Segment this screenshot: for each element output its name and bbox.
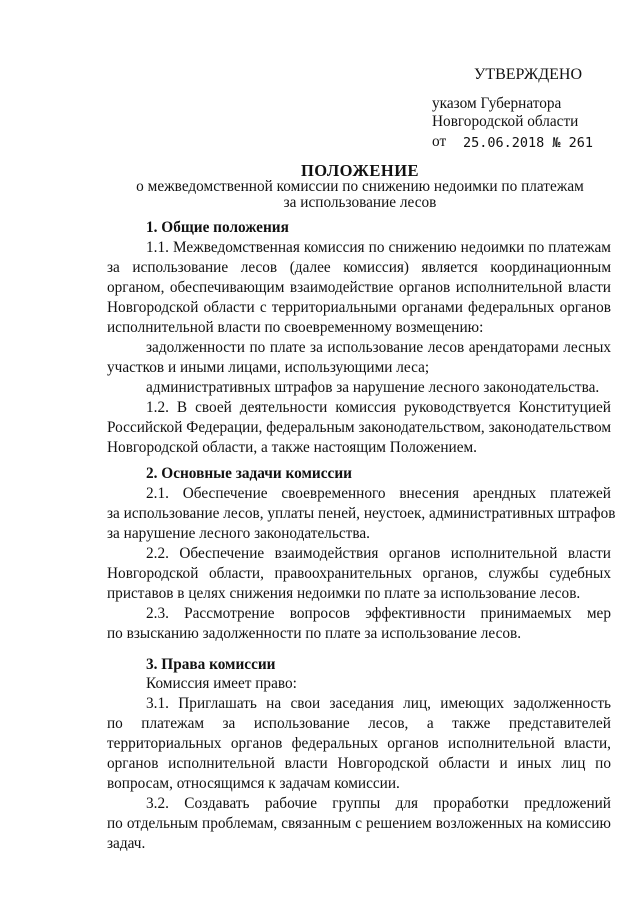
section-1-line: исполнительной власти по своевременному возмещению: [107,319,484,336]
approval-stamp-word: УТВЕРЖДЕНО [474,66,583,83]
section-1-line: Российской Федерации, федеральным законодательством, законодательством [107,419,611,436]
section-1-line: участков и иными лицами, использующими леса; [107,359,430,376]
section-2-line: по взысканию задолженности по плате за использование лесов. [107,625,522,642]
section-3-line: территориальных органов федеральных органов исполнительной власти, [107,735,611,752]
section-3-line: органов исполнительной власти Новгородской области и иных лиц по [107,755,611,772]
section-3-line: вопросам, относящимся к задачам комиссии. [107,775,400,792]
section-1-line: за использование лесов (далее комиссия) является координационным [107,259,611,276]
section-1-line: 1.2. В своей деятельности комиссия руководствуется Конституцией [146,399,611,416]
section-1-line: органом, обеспечивающим взаимодействие органов исполнительной власти [107,279,611,296]
section-1-line: задолженности по плате за использование лесов арендаторами лесных [146,339,611,356]
section-3-line: 3.2. Создавать рабочие группы для проработки предложений [146,795,611,812]
section-1-heading: 1. Общие положения [146,219,289,236]
section-3-line: Комиссия имеет право: [146,675,297,692]
section-3-line: задач. [107,835,146,852]
section-2-line: приставов в целях снижения недоимки по плате за использование лесов. [107,585,581,602]
section-1-line: административных штрафов за нарушение лесного законодательства. [146,379,600,396]
section-1-line: Новгородской области с территориальными органами федеральных органов [107,299,611,316]
document-subtitle-line-1: о межведомственной комиссии по снижению недоимки по платежам [136,178,584,195]
approval-line-1: указом Губернатора [432,95,562,112]
document-title: ПОЛОЖЕНИЕ [300,161,420,180]
section-3-heading: 3. Права комиссии [146,656,276,673]
section-3-line: по платежам за использование лесов, а также представителей [107,715,611,732]
approval-date-prefix: от [432,133,447,150]
approval-date-number: 25.06.2018 № 261 [463,135,594,151]
section-2-line: 2.1. Обеспечение своевременного внесения арендных платежей [146,485,611,502]
section-1-line: Новгородской области, а также настоящим Положением. [107,439,478,456]
approval-line-2: Новгородской области [432,113,579,130]
section-3-line: по отдельным проблемам, связанным с решением возложенных на комиссию [107,815,611,832]
section-2-line: за использование лесов, уплаты пеней, неустоек, административных штрафов [107,505,616,522]
section-2-heading: 2. Основные задачи комиссии [146,465,352,482]
section-3-line: 3.1. Приглашать на свои заседания лиц, имеющих задолженность [146,695,611,712]
section-2-line: за нарушение лесного законодательства. [107,525,370,542]
section-1-line: 1.1. Межведомственная комиссия по снижению недоимки по платежам [146,239,611,256]
section-2-line: 2.2. Обеспечение взаимодействия органов исполнительной власти [146,545,611,562]
section-2-line: 2.3. Рассмотрение вопросов эффективности принимаемых мер [146,605,611,622]
section-2-line: Новгородской области, правоохранительных органов, службы судебных [107,565,611,582]
document-subtitle-line-2: за использование лесов [283,194,437,211]
